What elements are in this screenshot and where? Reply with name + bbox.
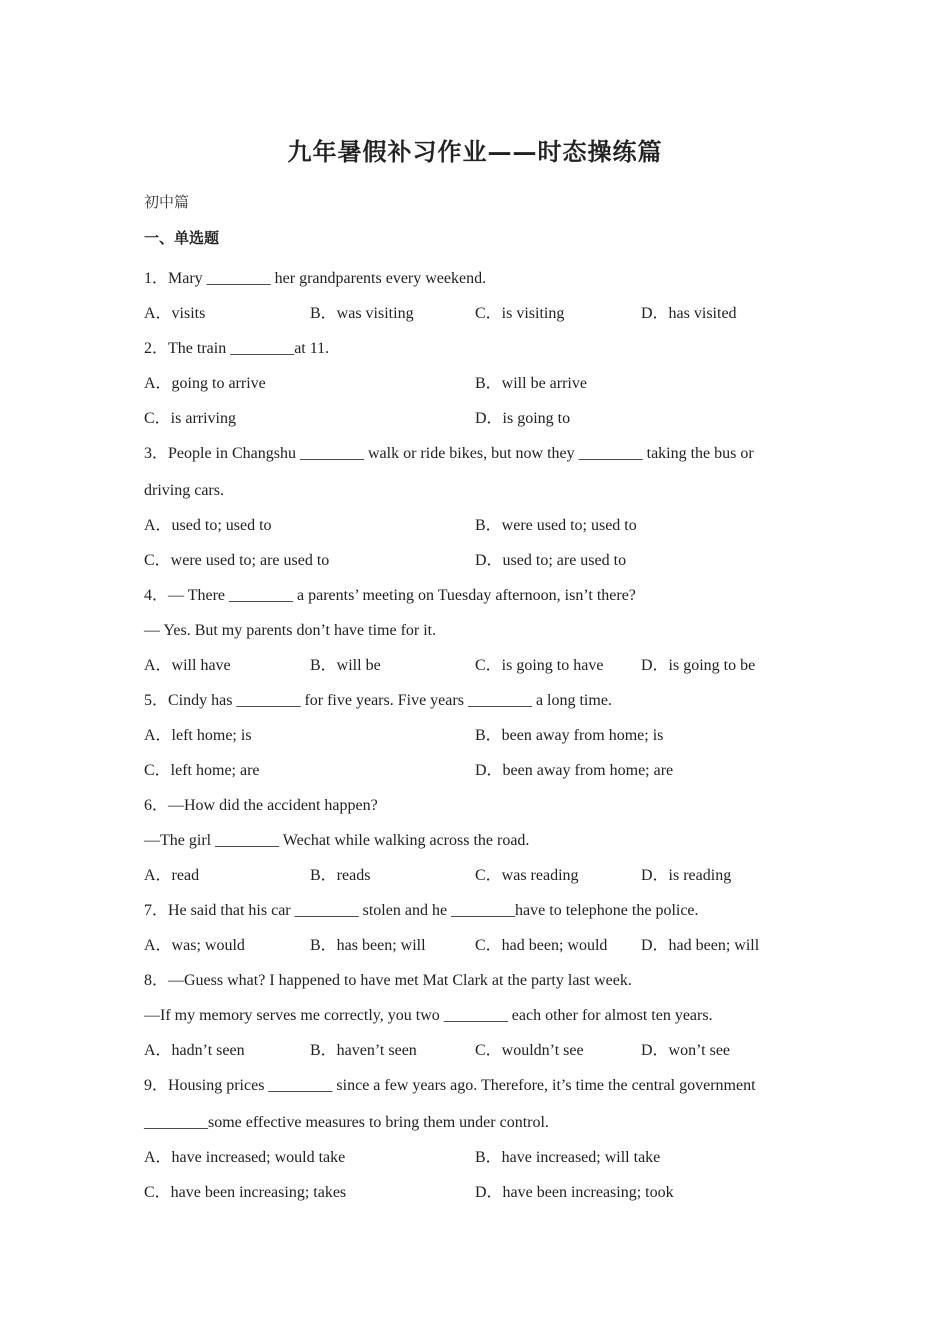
question-5-stem: 5．Cindy has ________ for five years. Five years ________ a long time. xyxy=(144,692,612,709)
question-3-option-c: C．were used to; are used to xyxy=(144,552,330,569)
question-6-stem-line-1: 6．—How did the accident happen? xyxy=(144,797,378,814)
question-4-stem-line-1: 4．— There ________ a parents’ meeting on Tuesday afternoon, isn’t there? xyxy=(144,587,636,604)
question-3-stem-line-1: 3．People in Changshu ________ walk or ride bikes, but now they ________ taking the bus or xyxy=(144,445,754,462)
question-7-stem: 7．He said that his car ________ stolen and he ________have to telephone the police. xyxy=(144,902,699,919)
question-9-stem-line-1: 9．Housing prices ________ since a few years ago. Therefore, it’s time the central government xyxy=(144,1077,756,1094)
question-1-option-a: A．visits xyxy=(144,305,206,322)
page-title: 九年暑假补习作业——时态操练篇 xyxy=(287,137,663,166)
question-3-option-a: A．used to; used to xyxy=(144,517,272,534)
question-2-option-c: C．is arriving xyxy=(144,410,236,427)
question-2-option-a: A．going to arrive xyxy=(144,375,266,392)
question-7-option-d: D．had been; will xyxy=(641,937,760,954)
question-9-option-c: C．have been increasing; takes xyxy=(144,1184,347,1201)
question-5-option-a: A．left home; is xyxy=(144,727,252,744)
question-6-option-a: A．read xyxy=(144,867,200,884)
question-6-stem-line-2: —The girl ________ Wechat while walking across the road. xyxy=(144,832,530,849)
question-2-option-d: D．is going to xyxy=(475,410,571,427)
question-4-stem-line-2: — Yes. But my parents don’t have time for it. xyxy=(144,622,437,639)
question-7-option-b: B．has been; will xyxy=(310,937,426,954)
question-9-stem-line-2: ________some effective measures to bring them under control. xyxy=(144,1114,549,1131)
question-8-stem-line-1: 8．—Guess what? I happened to have met Mat Clark at the party last week. xyxy=(144,972,632,989)
question-8-option-d: D．won’t see xyxy=(641,1042,731,1059)
question-5-option-c: C．left home; are xyxy=(144,762,260,779)
question-2-option-b: B．will be arrive xyxy=(475,375,587,392)
question-9-option-a: A．have increased; would take xyxy=(144,1149,346,1166)
question-9-option-b: B．have increased; will take xyxy=(475,1149,661,1166)
question-2-stem: 2．The train ________at 11. xyxy=(144,340,330,357)
question-1-option-c: C．is visiting xyxy=(475,305,565,322)
question-5-option-b: B．been away from home; is xyxy=(475,727,664,744)
question-7-option-c: C．had been; would xyxy=(475,937,608,954)
section-heading: 一、单选题 xyxy=(144,229,220,247)
question-8-option-b: B．haven’t seen xyxy=(310,1042,417,1059)
question-1-option-b: B．was visiting xyxy=(310,305,414,322)
question-3-option-d: D．used to; are used to xyxy=(475,552,627,569)
question-4-option-d: D．is going to be xyxy=(641,657,756,674)
question-1-option-d: D．has visited xyxy=(641,305,737,322)
page-subtitle: 初中篇 xyxy=(144,193,190,211)
question-6-option-c: C．was reading xyxy=(475,867,579,884)
question-6-option-b: B．reads xyxy=(310,867,371,884)
question-8-option-c: C．wouldn’t see xyxy=(475,1042,584,1059)
question-3-stem-line-2: driving cars. xyxy=(144,482,224,499)
question-6-option-d: D．is reading xyxy=(641,867,732,884)
question-4-option-a: A．will have xyxy=(144,657,231,674)
question-7-option-a: A．was; would xyxy=(144,937,245,954)
question-9-option-d: D．have been increasing; took xyxy=(475,1184,674,1201)
question-4-option-c: C．is going to have xyxy=(475,657,604,674)
question-3-option-b: B．were used to; used to xyxy=(475,517,637,534)
question-8-stem-line-2: —If my memory serves me correctly, you two ________ each other for almost ten years. xyxy=(144,1007,713,1024)
question-4-option-b: B．will be xyxy=(310,657,381,674)
question-5-option-d: D．been away from home; are xyxy=(475,762,674,779)
question-1-stem: 1．Mary ________ her grandparents every weekend. xyxy=(144,270,487,287)
question-8-option-a: A．hadn’t seen xyxy=(144,1042,245,1059)
